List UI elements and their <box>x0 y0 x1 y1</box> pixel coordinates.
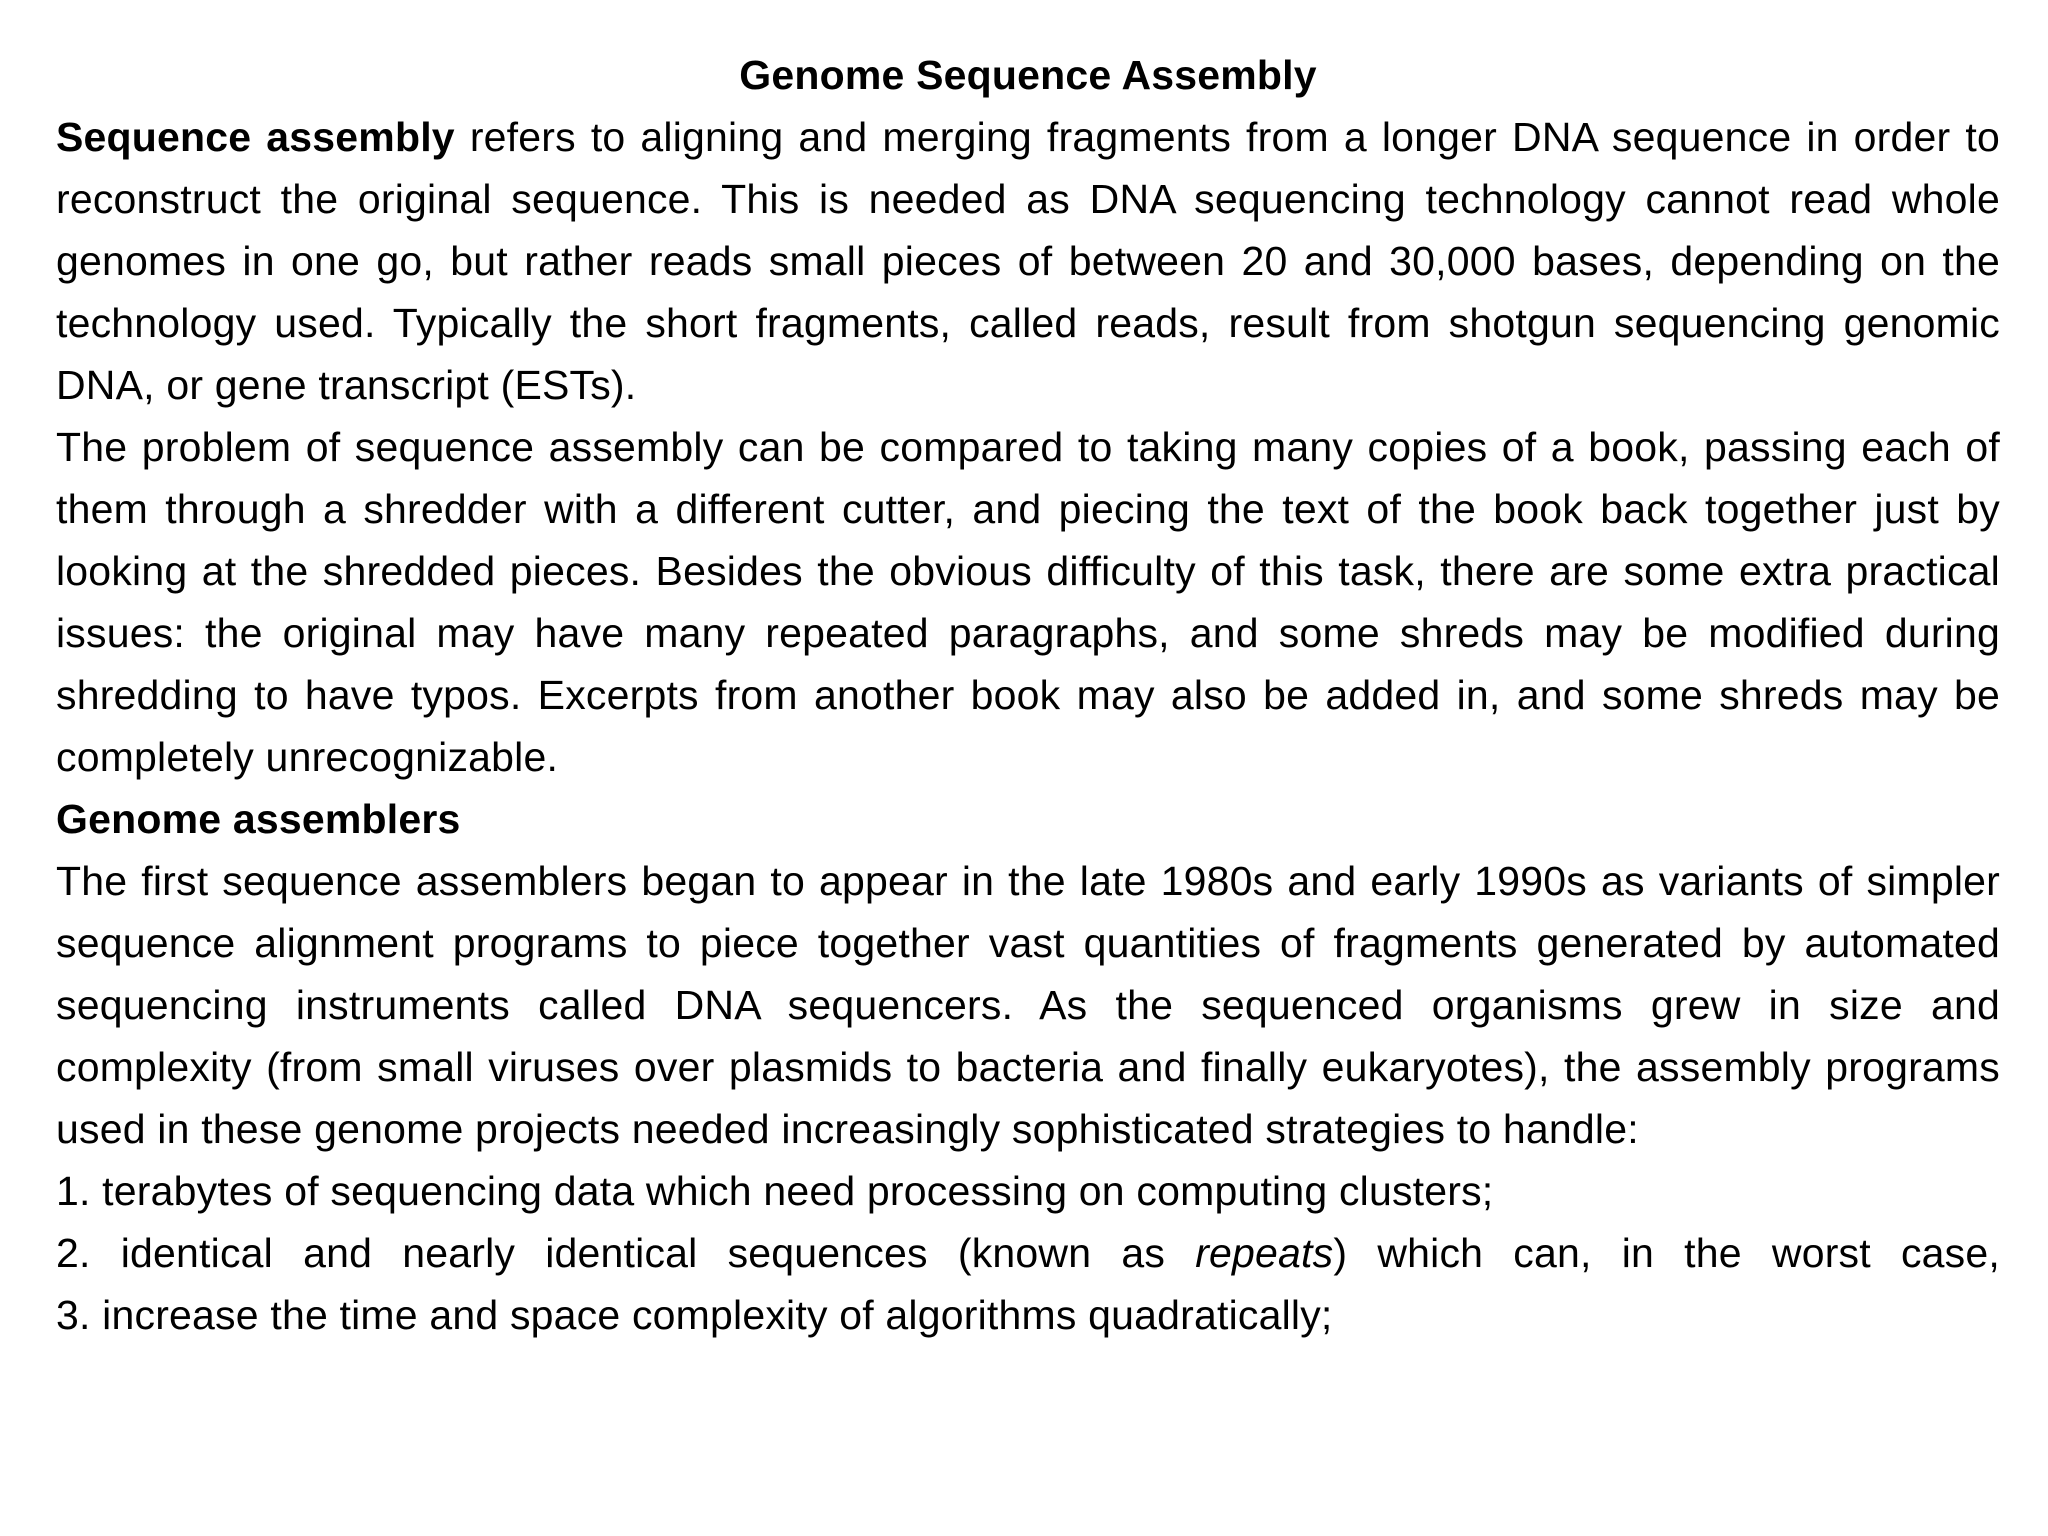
section-heading-genome-assemblers: Genome assemblers <box>56 796 461 842</box>
challenges-list <box>56 1160 2000 1346</box>
repeats-term: repeats <box>1195 1230 1334 1276</box>
list-item-text-after: ) which can, in the worst case, <box>1333 1230 2000 1276</box>
intro-paragraph <box>56 106 2000 416</box>
intro-paragraph-text: refers to aligning and merging fragments from a longer DNA sequence in order to reconstruct the original sequence. This is needed as DNA sequencing technology cannot read whole genomes in one go, but rather reads small pieces of between 20 and 30,000 bases, depending on the technology used. Typically the short fragments, called reads, result from shotgun sequencing genomic DNA, or gene transcript (ESTs). <box>56 114 2000 408</box>
slide-content <box>56 44 2000 1346</box>
analogy-paragraph: The problem of sequence assembly can be compared to taking many copies of a book, passing each of them through a shredder with a different cutter, and piecing the text of the book back together just by looking at the shredded pieces. Besides the obvious difficulty of this task, there are some extra practical issues: the original may have many repeated paragraphs, and some shreds may be modified during shredding to have typos. Excerpts from another book may also be added in, and some shreds may be completely unrecognizable. <box>56 424 2000 780</box>
list-item: 3. increase the time and space complexity of algorithms quadratically; <box>56 1292 1333 1338</box>
list-item-text-before: 2. identical and nearly identical sequences (known as <box>56 1230 1196 1276</box>
list-item <box>56 1222 2000 1284</box>
sequence-assembly-term: Sequence assembly <box>56 114 455 160</box>
list-item: 1. terabytes of sequencing data which need processing on computing clusters; <box>56 1168 1494 1214</box>
page-title: Genome Sequence Assembly <box>739 52 1317 98</box>
assemblers-paragraph: The first sequence assemblers began to appear in the late 1980s and early 1990s as variants of simpler sequence alignment programs to piece together vast quantities of fragments generated by automated sequencing instruments called DNA sequencers. As the sequenced organisms grew in size and complexity (from small viruses over plasmids to bacteria and finally eukaryotes), the assembly programs used in these genome projects needed increasingly sophisticated strategies to handle: <box>56 858 2000 1152</box>
